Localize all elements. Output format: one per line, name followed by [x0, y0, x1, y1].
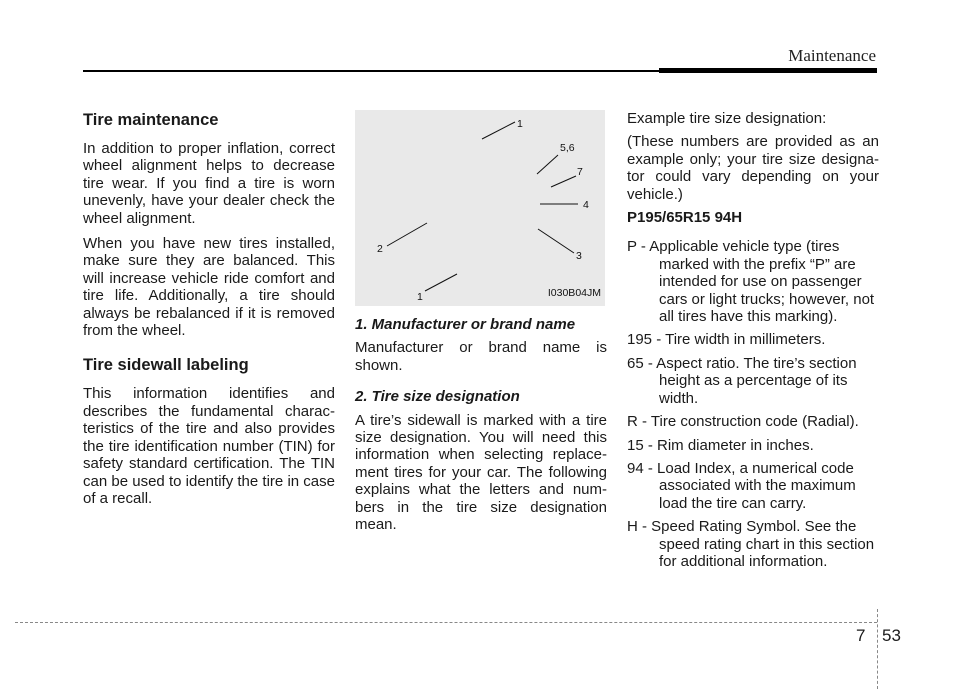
definition-item: 65 - Aspect ratio. The tire’s section height as a percentage of its width.	[627, 354, 857, 407]
tire-callout-lines	[355, 110, 605, 306]
callout-label: 7	[577, 166, 583, 178]
chapter-number: 7	[856, 626, 866, 645]
page-number: 53	[882, 626, 901, 645]
definition-item: 15 - Rim diameter in inches.	[627, 436, 814, 454]
paragraph-size-designation: A tire’s sidewall is marked with a tire size designation. You will need this information when selecting replace- ment tires for your car. The following explains what the letters and num- bers in the tire size designation mean.	[355, 411, 607, 534]
example-intro: Example tire size designation:	[627, 110, 827, 127]
figure-code: I030B04JM	[547, 286, 601, 299]
footer-rule	[15, 622, 877, 623]
definition-item: 94 - Load Index, a numerical code associated with the maximum load the tire can carry.	[627, 459, 856, 512]
callout-label: 4	[583, 199, 589, 211]
footer-divider	[877, 609, 878, 689]
column-1	[83, 110, 335, 515]
heading-sidewall-labeling: Tire sidewall labeling	[83, 356, 249, 375]
example-designation: P195/65R15 94H	[627, 209, 743, 227]
heading-size-designation: 2. Tire size designation	[355, 388, 520, 406]
definition-item: P - Applicable vehicle type (tires marked with the prefix “P” are intended for use on passenger cars or light trucks; however, not all tires have this marking).	[627, 238, 875, 326]
column-3	[627, 110, 879, 576]
paragraph-sidewall-info: This information identifies and describes the fundamental charac- teristics of the tire and also provides the tire identification number (TIN) for safety standard certification. The TIN can be used to identify the tire in case of a recall.	[83, 385, 335, 507]
heading-manufacturer: 1. Manufacturer or brand name	[355, 316, 576, 333]
definition-item: 195 - Tire width in millimeters.	[627, 331, 826, 349]
paragraph-balancing: When you have new tires installed, make sure they are balanced. This will increase vehicle ride comfort and tire life. Additionally, a tire should always be rebalanced if it is removed from the wheel.	[83, 235, 335, 340]
column-2	[355, 110, 607, 541]
definition-item: H - Speed Rating Symbol. See the speed rating chart in this section for additional information.	[627, 518, 875, 570]
callout-label: 5,6	[560, 142, 575, 154]
callout-label: 1	[517, 118, 523, 130]
example-note: (These numbers are provided as an example only; your tire size designa- tor could vary depending on your vehicle.)	[627, 133, 879, 203]
definition-item: R - Tire construction code (Radial).	[627, 413, 859, 431]
tire-sidewall-figure	[355, 110, 605, 306]
callout-label: 1	[417, 291, 423, 303]
heading-tire-maintenance: Tire maintenance	[83, 111, 219, 129]
header-rule	[83, 70, 659, 72]
callout-label: 3	[576, 250, 582, 262]
callout-label: 2	[377, 243, 383, 255]
header-rule-accent	[659, 68, 877, 73]
section-title: Maintenance	[788, 46, 876, 65]
paragraph-alignment: In addition to proper inflation, correct wheel alignment helps to decrease tire wear. If you find a tire is worn unevenly, have your dealer check the wheel alignment.	[83, 140, 335, 227]
paragraph-manufacturer: Manufacturer or brand name is shown.	[355, 339, 607, 374]
